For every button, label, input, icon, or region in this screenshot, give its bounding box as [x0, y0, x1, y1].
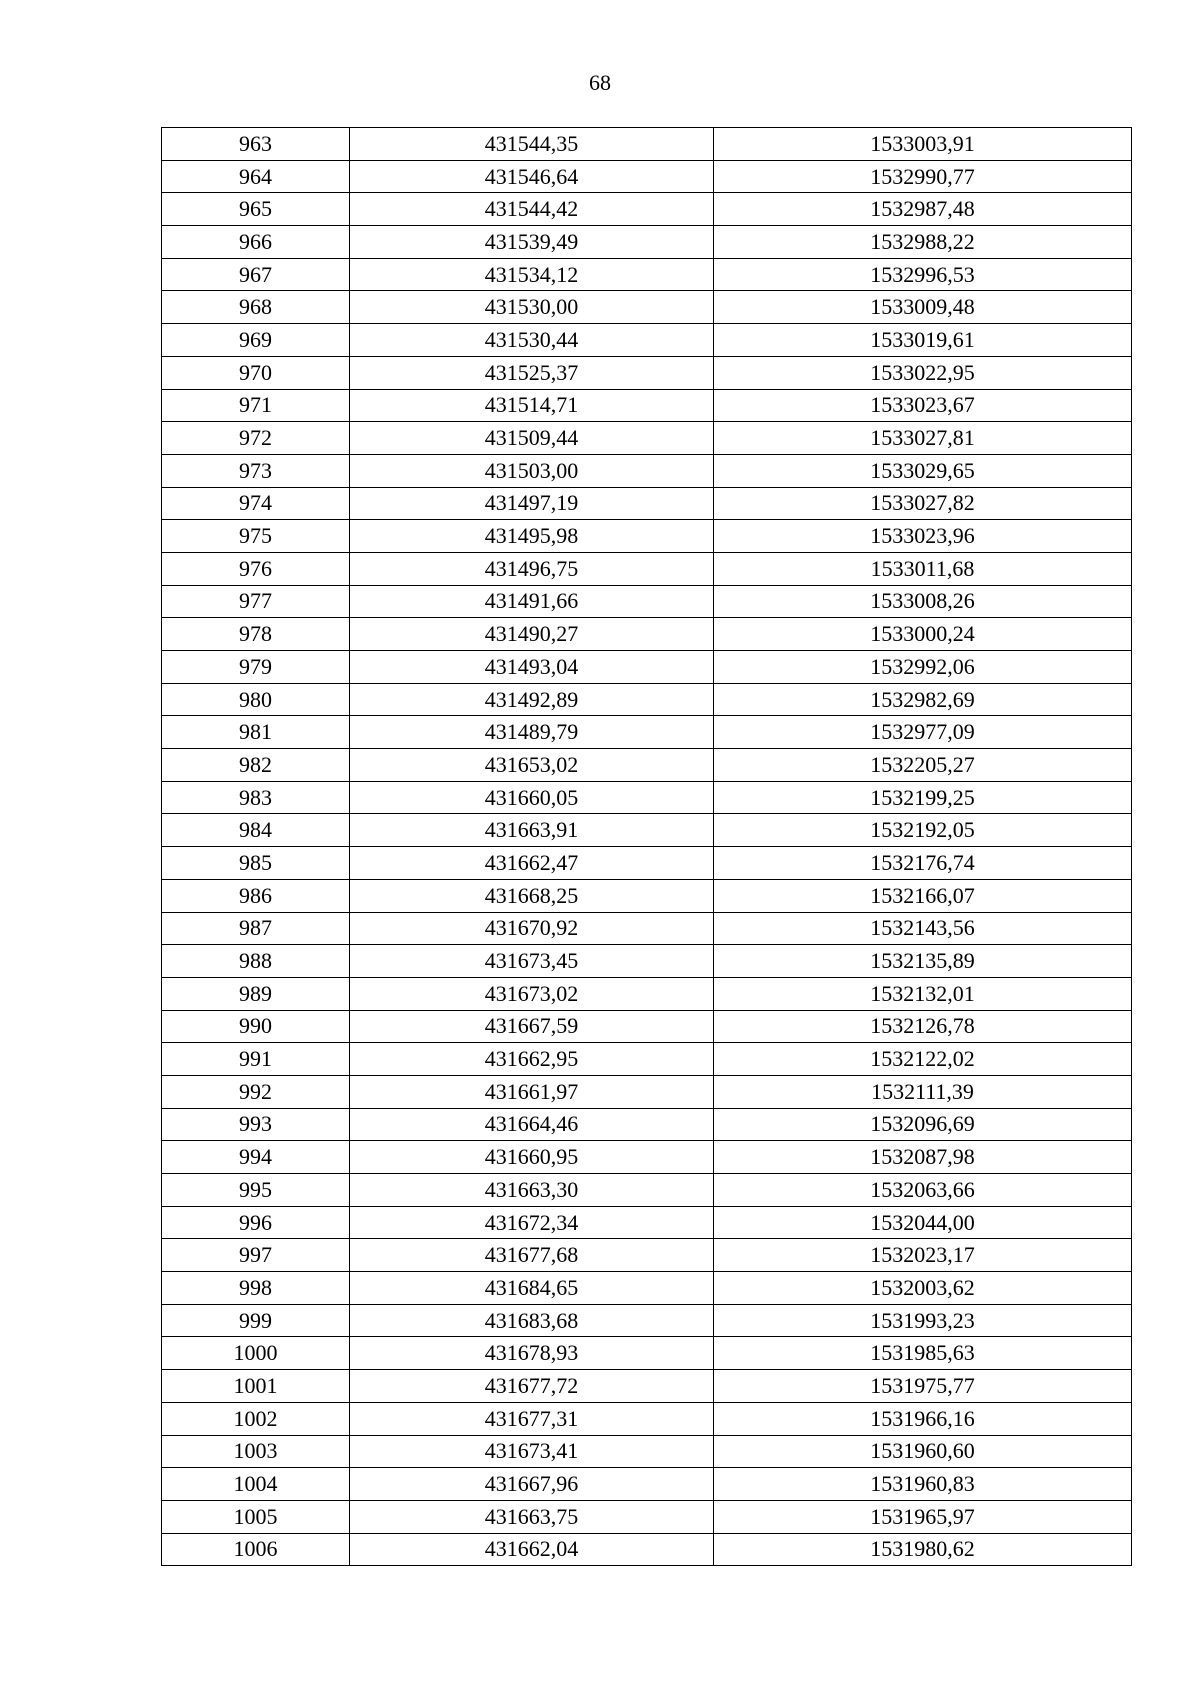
x-coordinate-cell: 431667,59	[350, 1010, 714, 1043]
x-coordinate-cell: 431661,97	[350, 1075, 714, 1108]
x-coordinate-cell: 431662,95	[350, 1043, 714, 1076]
table-row	[162, 683, 1132, 716]
x-coordinate-cell: 431546,64	[350, 160, 714, 193]
point-number-cell: 1002	[162, 1402, 350, 1435]
table-row	[162, 945, 1132, 978]
x-coordinate-cell: 431509,44	[350, 422, 714, 455]
x-coordinate-cell: 431668,25	[350, 879, 714, 912]
x-coordinate-cell: 431660,95	[350, 1141, 714, 1174]
point-number-cell: 995	[162, 1174, 350, 1207]
table-row	[162, 226, 1132, 259]
point-number-cell: 967	[162, 258, 350, 291]
y-coordinate-cell: 1532003,62	[714, 1272, 1132, 1305]
y-coordinate-cell: 1532023,17	[714, 1239, 1132, 1272]
point-number-cell: 999	[162, 1304, 350, 1337]
y-coordinate-cell: 1532143,56	[714, 912, 1132, 945]
table-row	[162, 651, 1132, 684]
x-coordinate-cell: 431503,00	[350, 454, 714, 487]
table-row	[162, 160, 1132, 193]
y-coordinate-cell: 1533009,48	[714, 291, 1132, 324]
table-row	[162, 520, 1132, 553]
x-coordinate-cell: 431490,27	[350, 618, 714, 651]
table-row	[162, 128, 1132, 161]
x-coordinate-cell: 431677,72	[350, 1370, 714, 1403]
y-coordinate-cell: 1532087,98	[714, 1141, 1132, 1174]
x-coordinate-cell: 431653,02	[350, 749, 714, 782]
table-row	[162, 618, 1132, 651]
point-number-cell: 991	[162, 1043, 350, 1076]
y-coordinate-cell: 1532122,02	[714, 1043, 1132, 1076]
point-number-cell: 977	[162, 585, 350, 618]
x-coordinate-cell: 431677,68	[350, 1239, 714, 1272]
y-coordinate-cell: 1532205,27	[714, 749, 1132, 782]
y-coordinate-cell: 1533023,67	[714, 389, 1132, 422]
y-coordinate-cell: 1532111,39	[714, 1075, 1132, 1108]
y-coordinate-cell: 1533027,81	[714, 422, 1132, 455]
point-number-cell: 963	[162, 128, 350, 161]
x-coordinate-cell: 431663,91	[350, 814, 714, 847]
y-coordinate-cell: 1532996,53	[714, 258, 1132, 291]
x-coordinate-cell: 431663,75	[350, 1500, 714, 1533]
table-row	[162, 1108, 1132, 1141]
point-number-cell: 1000	[162, 1337, 350, 1370]
x-coordinate-cell: 431673,45	[350, 945, 714, 978]
y-coordinate-cell: 1531975,77	[714, 1370, 1132, 1403]
y-coordinate-cell: 1533008,26	[714, 585, 1132, 618]
table-row	[162, 291, 1132, 324]
y-coordinate-cell: 1533000,24	[714, 618, 1132, 651]
table-row	[162, 1010, 1132, 1043]
point-number-cell: 997	[162, 1239, 350, 1272]
point-number-cell: 990	[162, 1010, 350, 1043]
point-number-cell: 992	[162, 1075, 350, 1108]
y-coordinate-cell: 1532096,69	[714, 1108, 1132, 1141]
x-coordinate-cell: 431514,71	[350, 389, 714, 422]
y-coordinate-cell: 1532988,22	[714, 226, 1132, 259]
x-coordinate-cell: 431667,96	[350, 1468, 714, 1501]
point-number-cell: 983	[162, 781, 350, 814]
coordinates-table	[161, 127, 1132, 1566]
point-number-cell: 971	[162, 389, 350, 422]
y-coordinate-cell: 1531960,60	[714, 1435, 1132, 1468]
point-number-cell: 982	[162, 749, 350, 782]
x-coordinate-cell: 431662,04	[350, 1533, 714, 1566]
point-number-cell: 996	[162, 1206, 350, 1239]
table-row	[162, 487, 1132, 520]
table-row	[162, 1370, 1132, 1403]
point-number-cell: 969	[162, 324, 350, 357]
table-row	[162, 1174, 1132, 1207]
y-coordinate-cell: 1532199,25	[714, 781, 1132, 814]
point-number-cell: 978	[162, 618, 350, 651]
x-coordinate-cell: 431663,30	[350, 1174, 714, 1207]
point-number-cell: 1004	[162, 1468, 350, 1501]
table-row	[162, 1402, 1132, 1435]
x-coordinate-cell: 431525,37	[350, 356, 714, 389]
x-coordinate-cell: 431534,12	[350, 258, 714, 291]
x-coordinate-cell: 431683,68	[350, 1304, 714, 1337]
point-number-cell: 970	[162, 356, 350, 389]
table-row	[162, 814, 1132, 847]
table-row	[162, 389, 1132, 422]
y-coordinate-cell: 1532987,48	[714, 193, 1132, 226]
y-coordinate-cell: 1531966,16	[714, 1402, 1132, 1435]
table-row	[162, 879, 1132, 912]
point-number-cell: 968	[162, 291, 350, 324]
y-coordinate-cell: 1531980,62	[714, 1533, 1132, 1566]
point-number-cell: 984	[162, 814, 350, 847]
y-coordinate-cell: 1533023,96	[714, 520, 1132, 553]
coordinates-table-body	[162, 128, 1132, 1566]
point-number-cell: 965	[162, 193, 350, 226]
point-number-cell: 975	[162, 520, 350, 553]
table-row	[162, 847, 1132, 880]
table-row	[162, 749, 1132, 782]
point-number-cell: 981	[162, 716, 350, 749]
point-number-cell: 973	[162, 454, 350, 487]
table-row	[162, 585, 1132, 618]
x-coordinate-cell: 431544,42	[350, 193, 714, 226]
x-coordinate-cell: 431672,34	[350, 1206, 714, 1239]
point-number-cell: 974	[162, 487, 350, 520]
y-coordinate-cell: 1531965,97	[714, 1500, 1132, 1533]
table-row	[162, 1141, 1132, 1174]
table-row	[162, 1304, 1132, 1337]
point-number-cell: 986	[162, 879, 350, 912]
x-coordinate-cell: 431684,65	[350, 1272, 714, 1305]
y-coordinate-cell: 1532977,09	[714, 716, 1132, 749]
y-coordinate-cell: 1531993,23	[714, 1304, 1132, 1337]
point-number-cell: 985	[162, 847, 350, 880]
table-row	[162, 1239, 1132, 1272]
y-coordinate-cell: 1533011,68	[714, 552, 1132, 585]
x-coordinate-cell: 431678,93	[350, 1337, 714, 1370]
table-row	[162, 1043, 1132, 1076]
point-number-cell: 988	[162, 945, 350, 978]
point-number-cell: 979	[162, 651, 350, 684]
point-number-cell: 987	[162, 912, 350, 945]
point-number-cell: 972	[162, 422, 350, 455]
point-number-cell: 980	[162, 683, 350, 716]
table-row	[162, 422, 1132, 455]
point-number-cell: 1003	[162, 1435, 350, 1468]
point-number-cell: 1005	[162, 1500, 350, 1533]
x-coordinate-cell: 431673,02	[350, 977, 714, 1010]
y-coordinate-cell: 1532982,69	[714, 683, 1132, 716]
page-number: 68	[589, 70, 611, 95]
table-row	[162, 1075, 1132, 1108]
y-coordinate-cell: 1532132,01	[714, 977, 1132, 1010]
x-coordinate-cell: 431530,44	[350, 324, 714, 357]
point-number-cell: 998	[162, 1272, 350, 1305]
table-row	[162, 1337, 1132, 1370]
x-coordinate-cell: 431539,49	[350, 226, 714, 259]
x-coordinate-cell: 431673,41	[350, 1435, 714, 1468]
table-row	[162, 716, 1132, 749]
x-coordinate-cell: 431496,75	[350, 552, 714, 585]
y-coordinate-cell: 1533022,95	[714, 356, 1132, 389]
table-row	[162, 912, 1132, 945]
point-number-cell: 994	[162, 1141, 350, 1174]
table-row	[162, 193, 1132, 226]
x-coordinate-cell: 431495,98	[350, 520, 714, 553]
y-coordinate-cell: 1532063,66	[714, 1174, 1132, 1207]
x-coordinate-cell: 431664,46	[350, 1108, 714, 1141]
point-number-cell: 964	[162, 160, 350, 193]
x-coordinate-cell: 431489,79	[350, 716, 714, 749]
table-row	[162, 1533, 1132, 1566]
point-number-cell: 1006	[162, 1533, 350, 1566]
x-coordinate-cell: 431497,19	[350, 487, 714, 520]
x-coordinate-cell: 431677,31	[350, 1402, 714, 1435]
y-coordinate-cell: 1531960,83	[714, 1468, 1132, 1501]
y-coordinate-cell: 1533019,61	[714, 324, 1132, 357]
y-coordinate-cell: 1532126,78	[714, 1010, 1132, 1043]
x-coordinate-cell: 431493,04	[350, 651, 714, 684]
point-number-cell: 989	[162, 977, 350, 1010]
y-coordinate-cell: 1533029,65	[714, 454, 1132, 487]
y-coordinate-cell: 1532992,06	[714, 651, 1132, 684]
table-row	[162, 781, 1132, 814]
y-coordinate-cell: 1532044,00	[714, 1206, 1132, 1239]
y-coordinate-cell: 1533003,91	[714, 128, 1132, 161]
table-row	[162, 454, 1132, 487]
x-coordinate-cell: 431544,35	[350, 128, 714, 161]
y-coordinate-cell: 1532192,05	[714, 814, 1132, 847]
table-row	[162, 1206, 1132, 1239]
y-coordinate-cell: 1532176,74	[714, 847, 1132, 880]
table-row	[162, 1435, 1132, 1468]
y-coordinate-cell: 1532990,77	[714, 160, 1132, 193]
table-row	[162, 552, 1132, 585]
point-number-cell: 966	[162, 226, 350, 259]
table-row	[162, 977, 1132, 1010]
point-number-cell: 993	[162, 1108, 350, 1141]
x-coordinate-cell: 431670,92	[350, 912, 714, 945]
table-row	[162, 1500, 1132, 1533]
y-coordinate-cell: 1533027,82	[714, 487, 1132, 520]
table-row	[162, 324, 1132, 357]
table-row	[162, 258, 1132, 291]
table-row	[162, 1272, 1132, 1305]
x-coordinate-cell: 431530,00	[350, 291, 714, 324]
x-coordinate-cell: 431492,89	[350, 683, 714, 716]
x-coordinate-cell: 431660,05	[350, 781, 714, 814]
y-coordinate-cell: 1532135,89	[714, 945, 1132, 978]
table-row	[162, 1468, 1132, 1501]
point-number-cell: 1001	[162, 1370, 350, 1403]
table-row	[162, 356, 1132, 389]
x-coordinate-cell: 431491,66	[350, 585, 714, 618]
point-number-cell: 976	[162, 552, 350, 585]
y-coordinate-cell: 1532166,07	[714, 879, 1132, 912]
x-coordinate-cell: 431662,47	[350, 847, 714, 880]
y-coordinate-cell: 1531985,63	[714, 1337, 1132, 1370]
